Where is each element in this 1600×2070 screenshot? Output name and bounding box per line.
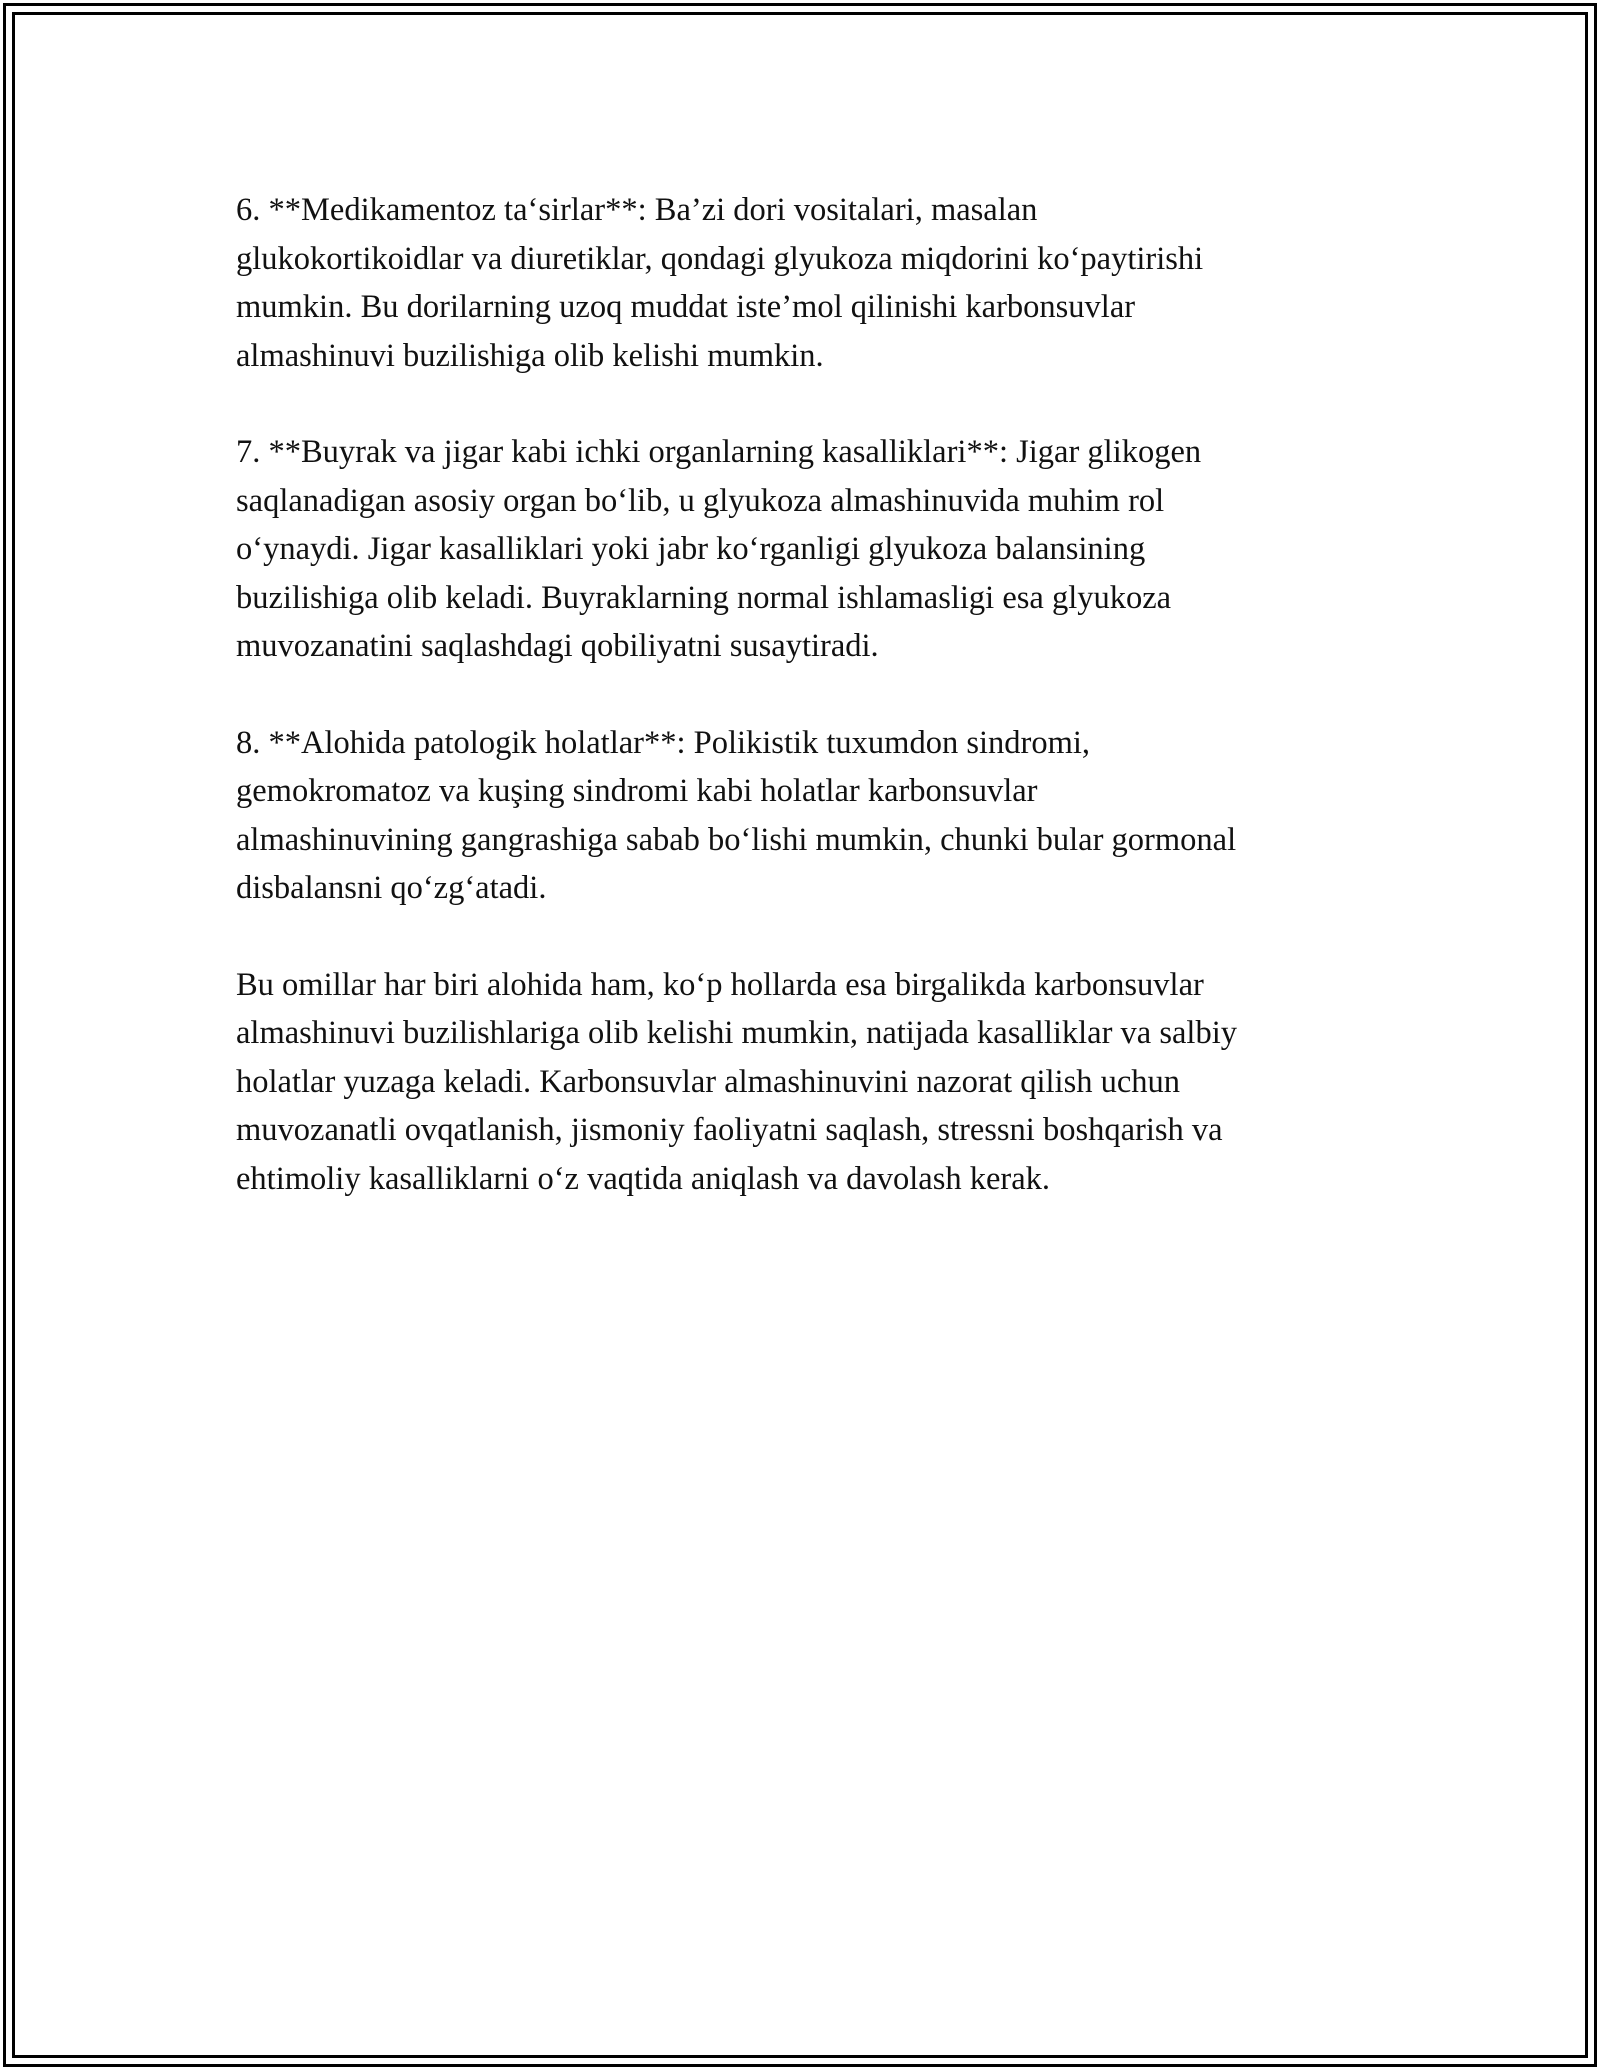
paragraph-7-buyrak-jigar: 7. **Buyrak va jigar kabi ichki organlarning kasalliklari**: Jigar glikogen saqlanadigan asosiy organ bo‘lib, u glyukoza almashinuvida muhim rol o‘ynaydi. Jigar kasalliklari yoki jabr ko‘rganligi glyukoza balansining buzilishiga olib keladi. Buyraklarning normal ishlamasligi esa glyukoza muvozanatini saqlashdagi qobiliyatni susaytiradi. bbox=[236, 434, 1202, 664]
paragraph-conclusion: Bu omillar har biri alohida ham, ko‘p hollarda esa birgalikda karbonsuvlar almashinuvi buzilishlariga olib kelishi mumkin, natijada kasalliklar va salbiy holatlar yuzaga keladi. Karbonsuvlar almashinuvini nazorat qilish uchun muvozanatli ovqatlanish, jismoniy faoliyatni saqlash, stressni boshqarish va ehtimoliy kasalliklarni o‘z vaqtida aniqlash va davolash kerak. bbox=[236, 966, 1237, 1197]
paragraph-6-medikamentoz: 6. **Medikamentoz ta‘sirlar**: Ba’zi dori vositalari, masalan glukokortikoidlar va diuretiklar, qondagi glyukoza miqdorini ko‘paytirishi mumkin. Bu dorilarning uzoq muddat iste’mol qilinishi karbonsuvlar almashinuvi buzilishiga olib kelishi mumkin. bbox=[236, 192, 1204, 374]
document-body bbox=[236, 186, 1386, 1251]
paragraph-8-patologik-holatlar: 8. **Alohida patologik holatlar**: Polikistik tuxumdon sindromi, gemokromatoz va kuşing sindromi kabi holatlar karbonsuvlar almashinuvining gangrashiga sabab bo‘lishi mumkin, chunki bular gormonal disbalansni qo‘zg‘atadi. bbox=[236, 724, 1237, 906]
